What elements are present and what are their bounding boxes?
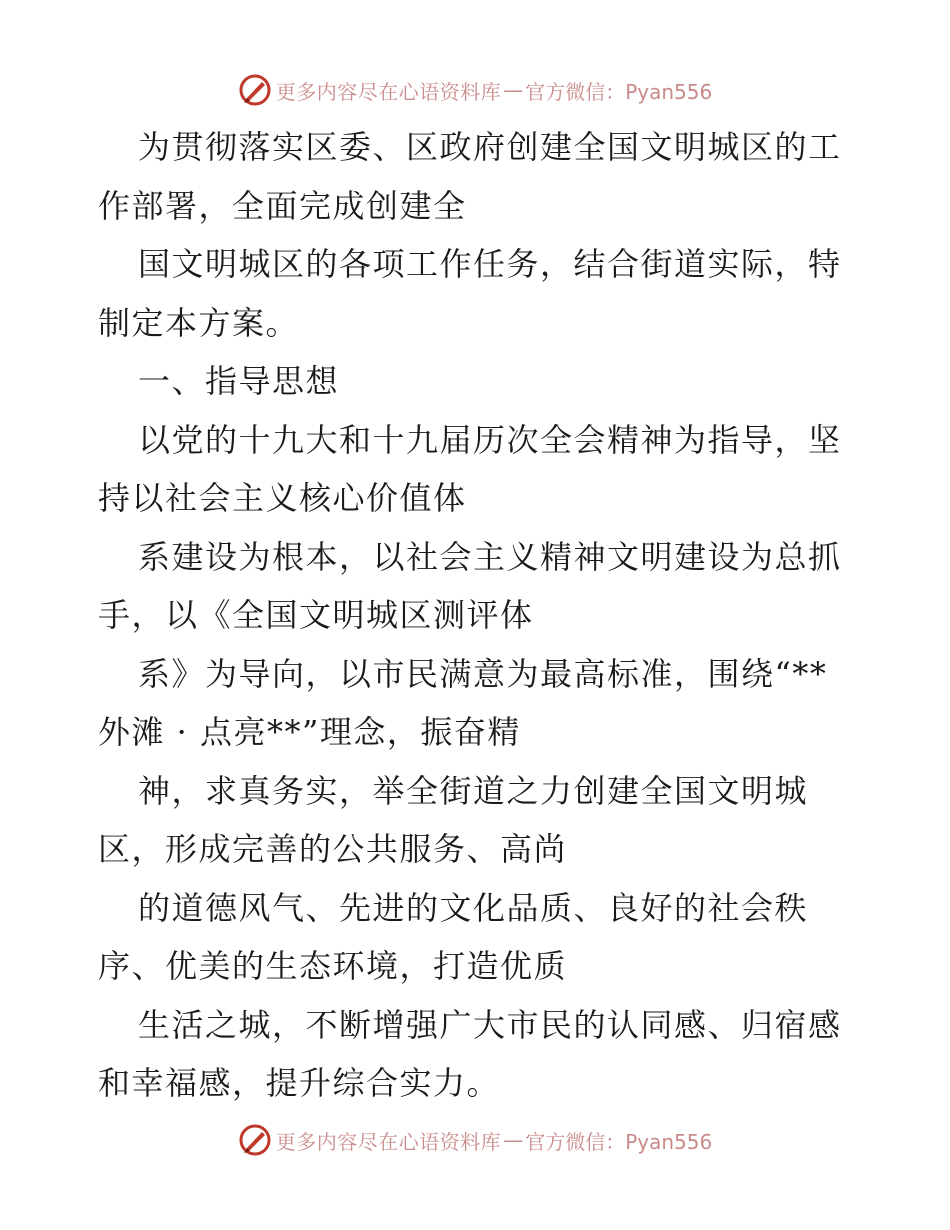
doc-line: 手，以《全国文明城区测评体 <box>98 596 534 634</box>
doc-line: 作部署，全面完成创建全 <box>98 186 467 225</box>
document-body <box>98 118 858 1113</box>
footer-banner-text: 更多内容尽在心语资料库 <box>275 1129 502 1154</box>
doc-line: 国文明城区的各项工作任务，结合街道实际，特 <box>138 245 842 283</box>
pen-logo-icon <box>238 1123 272 1157</box>
doc-line: 持以社会主义核心价值体 <box>98 479 467 517</box>
doc-line: 系》为导向，以市民满意为最高标准，围绕“** <box>138 654 828 693</box>
section-heading: 一、指导思想 <box>138 362 340 400</box>
header-banner-text: 更多内容尽在心语资料库 <box>275 79 502 104</box>
footer-banner-wechat: 官方微信：Pyan556 <box>525 1129 713 1154</box>
header-banner-dash: — <box>503 78 524 102</box>
doc-line: 生活之城，不断增强广大市民的认同感、归宿感 <box>138 1005 842 1044</box>
pen-logo-icon <box>238 73 272 107</box>
header-banner <box>0 70 950 110</box>
doc-line: 系建设为根本，以社会主义精神文明建设为总抓 <box>138 537 842 576</box>
doc-line: 的道德风气、先进的文化品质、良好的社会秩 <box>138 888 809 927</box>
doc-line: 神，求真务实，举全街道之力创建全国文明城 <box>138 771 809 810</box>
doc-line: 为贯彻落实区委、区政府创建全国文明城区的工 <box>138 128 842 166</box>
footer-banner-dash: — <box>503 1128 524 1152</box>
footer-banner <box>0 1120 950 1160</box>
doc-line: 制定本方案。 <box>98 303 300 342</box>
doc-line: 区，形成完善的公共服务、高尚 <box>98 830 568 868</box>
doc-line: 和幸福感，提升综合实力。 <box>98 1064 501 1102</box>
doc-line: 以党的十九大和十九届历次全会精神为指导，坚 <box>138 420 842 459</box>
doc-line: 外滩 · 点亮**”理念，振奋精 <box>98 713 521 751</box>
header-banner-wechat: 官方微信：Pyan556 <box>525 79 713 104</box>
doc-line: 序、优美的生态环境，打造优质 <box>98 947 568 985</box>
